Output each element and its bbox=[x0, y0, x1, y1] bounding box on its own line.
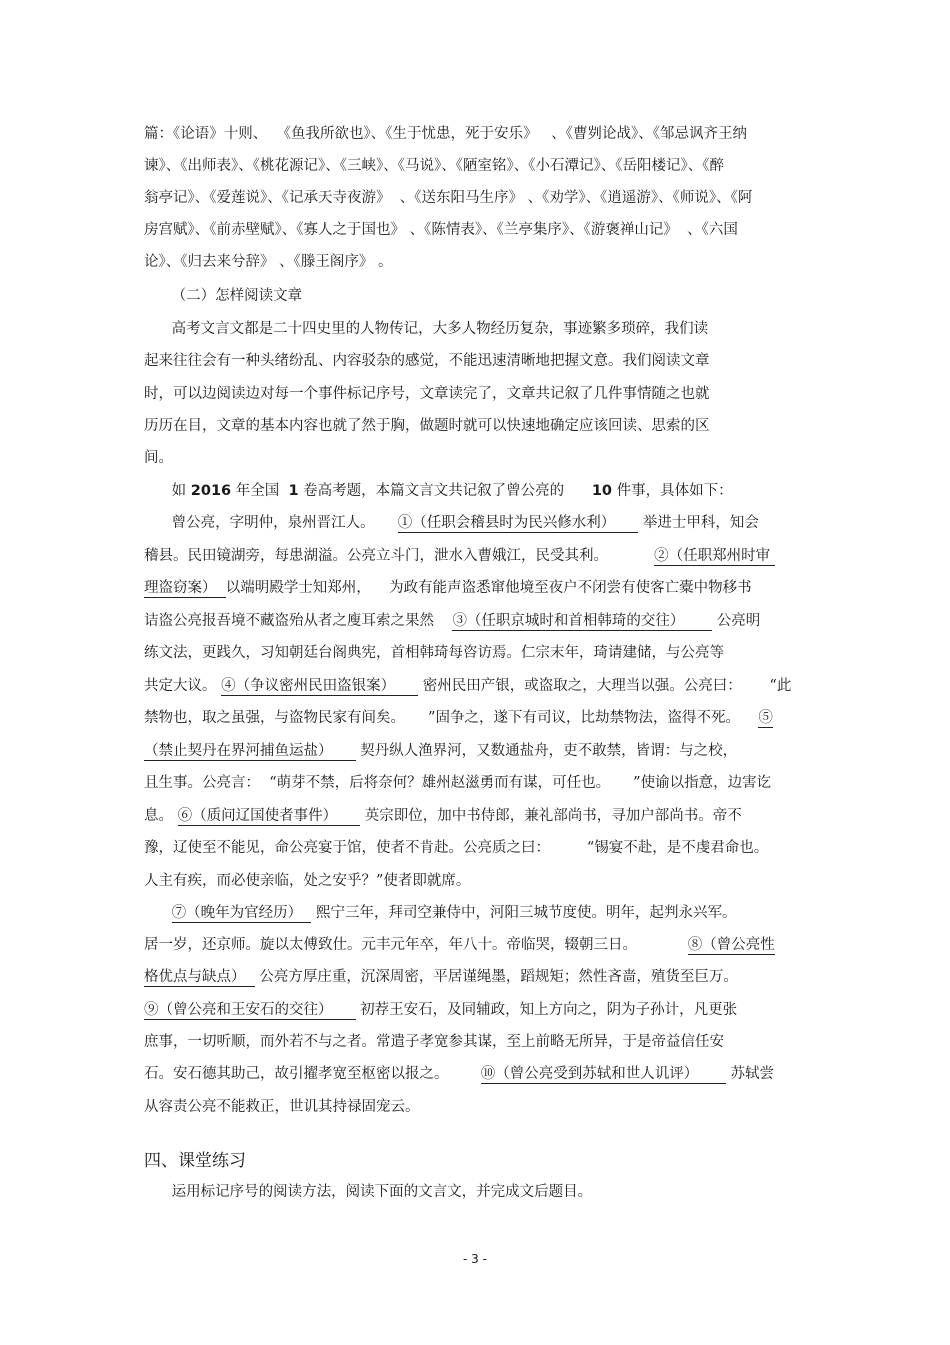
text-segment: 息。 bbox=[144, 808, 178, 824]
text-line bbox=[144, 319, 708, 339]
text-line bbox=[144, 871, 470, 891]
text-line bbox=[144, 124, 747, 144]
text-segment: 曾公亮，字明仲，泉州晋江人。 bbox=[144, 515, 398, 531]
text-segment: 举进士甲科，知会 bbox=[638, 515, 759, 531]
text-segment: 谏》、《出师表》、《桃花源记》、《三峡》、《马说》、《陋室铭》、《小石潭记》、《岳阳楼记》、《醉 bbox=[144, 158, 724, 174]
event-annotation: ①（任职会稽县时为民兴修水利） bbox=[397, 515, 639, 531]
text-segment: 禁物也，取之虽强，与盗物民家有间矣。 ”固争之，遂下有司议，比劫禁物法，盗得不死。 bbox=[144, 710, 759, 726]
text-line bbox=[144, 708, 773, 728]
text-line bbox=[144, 384, 710, 404]
text-segment: 起来往往会有一种头绪纷乱、内容驳杂的感觉，不能迅速清晰地把握文意。我们阅读文章 bbox=[144, 353, 710, 369]
section-heading: 四、课堂练习 bbox=[144, 1151, 246, 1171]
text-line bbox=[144, 1064, 774, 1084]
text-segment: 如 bbox=[144, 483, 191, 499]
text-segment: 庶事，一切听顺，而外若不与之者。常遣子孝宽参其谋，至上前略无所异，于是帝益信任安 bbox=[144, 1034, 724, 1050]
text-segment: 公亮方厚庄重，沉深周密，平居谨绳墨，蹈规矩；然性吝啬，殖货至巨万。 bbox=[254, 969, 738, 985]
text-segment: （二）怎样阅读文章 bbox=[144, 288, 303, 304]
text-line bbox=[144, 1032, 724, 1052]
text-segment: 从容责公亮不能救正，世讥其持禄固宠云。 bbox=[144, 1099, 420, 1115]
text-line bbox=[144, 546, 775, 566]
text-segment: 房宫赋》、《前赤壁赋》、《寡人之于国也》 、《陈情表》、《兰亭集序》、《游褒禅山记》 、《六国 bbox=[144, 222, 738, 238]
text-segment: 间。 bbox=[144, 450, 173, 466]
text-segment: 年全国 bbox=[231, 483, 289, 499]
event-annotation: ⑩（曾公亮受到苏轼和世人讥评） bbox=[480, 1066, 726, 1082]
text-line bbox=[144, 773, 771, 793]
text-line bbox=[144, 351, 710, 371]
page-number: - 3 - bbox=[463, 1252, 487, 1266]
text-segment: 且生事。公亮言： “萌芽不禁，后将奈何？雄州赵滋勇而有谋，可任也。 ”使谕以指意，边害讫 bbox=[144, 775, 772, 791]
text-line bbox=[144, 676, 791, 696]
text-segment: 时，可以边阅读边对每一个事件标记序号，文章读完了，文章共记叙了几件事情随之也就 bbox=[144, 386, 710, 402]
event-annotation: 格优点与缺点） bbox=[144, 969, 255, 985]
exercise-instruction: 运用标记序号的阅读方法，阅读下面的文言文，并完成文后题目。 bbox=[144, 1184, 593, 1200]
text-line bbox=[144, 448, 173, 468]
text-line bbox=[144, 838, 768, 858]
text-line bbox=[144, 967, 738, 987]
event-annotation: ③（任职京城时和首相韩琦的交往） bbox=[452, 613, 713, 629]
text-line bbox=[144, 252, 392, 272]
text-segment: 共定大议。 bbox=[144, 678, 222, 694]
bold-number: 1 bbox=[288, 483, 299, 499]
text-line bbox=[144, 220, 738, 240]
text-line bbox=[144, 611, 760, 631]
text-segment: 件事，具体如下： bbox=[612, 483, 733, 499]
text-line bbox=[144, 156, 724, 176]
text-segment: 契丹纵人渔界河，又数通盐舟，吏不敢禁，皆谓：与之校， bbox=[355, 743, 738, 759]
text-segment: 熙宁三年，拜司空兼侍中，河阳三城节度使。明年，起判永兴军。 bbox=[311, 905, 737, 921]
event-annotation: ⑦（晚年为官经历） bbox=[171, 905, 312, 921]
text-line bbox=[144, 481, 733, 501]
event-annotation: ⑨（曾公亮和王安石的交往） bbox=[144, 1002, 356, 1018]
text-segment: 居一岁，还京师。旋以太傅致仕。元丰元年卒，年八十。帝临哭，辍朝三日。 bbox=[144, 937, 688, 953]
bold-number: 2016 bbox=[190, 483, 232, 499]
text-segment bbox=[144, 905, 172, 921]
text-segment: 历历在目，文章的基本内容也就了然于胸，做题时就可以快速地确定应该回读、思索的区 bbox=[144, 418, 710, 434]
text-segment: 卷高考题，本篇文言文共记叙了曾公亮的 bbox=[298, 483, 592, 499]
bold-number: 10 bbox=[591, 483, 612, 499]
event-annotation: 理盗窃案） bbox=[144, 580, 226, 596]
text-line bbox=[144, 513, 759, 533]
text-line bbox=[144, 903, 736, 923]
text-segment: 练文法，更践久，习知朝廷台阁典宪，首相韩琦每咨访焉。仁宗末年，琦请建储，与公亮等 bbox=[144, 645, 724, 661]
text-segment: 豫，辽使至不能见，命公亮宴于馆，使者不肯赴。公亮质之曰： “锡宴不赴，是不虔君命也。 bbox=[144, 840, 769, 856]
text-segment: 以端明殿学士知郑州， 为政有能声盗悉窜他境至夜户不闭尝有使客亡橐中物移书 bbox=[225, 580, 752, 596]
text-line bbox=[144, 188, 752, 208]
text-segment: 高考文言文都是二十四史里的人物传记，大多人物经历复杂，事迹繁多琐碎，我们读 bbox=[144, 321, 709, 337]
text-segment: 公亮明 bbox=[712, 613, 761, 629]
text-line bbox=[144, 935, 775, 955]
text-segment: 苏轼尝 bbox=[725, 1066, 775, 1082]
event-annotation: ②（任职郑州时审 bbox=[654, 548, 775, 564]
text-segment: 英宗即位，加中书侍郎，兼礼部尚书，寻加户部尚书。帝不 bbox=[360, 808, 742, 824]
text-segment: 论》、《归去来兮辞》 、《滕王阁序》 。 bbox=[144, 254, 393, 270]
text-segment: 篇：《论语》十则、 《鱼我所欲也》、《生于忧患，死于安乐》 、《曹刿论战》、《邹忌讽齐王纳 bbox=[144, 126, 748, 142]
text-line bbox=[144, 416, 710, 436]
event-annotation: ⑥（质问辽国使者事件） bbox=[177, 808, 361, 824]
event-annotation: ④（争议密州民田盗银案） bbox=[221, 678, 419, 694]
event-annotation: （禁止契丹在界河捕鱼运盐） bbox=[144, 743, 356, 759]
text-line bbox=[144, 643, 724, 663]
text-segment: 初荐王安石，及同辅政，知上方向之，阴为子孙计，凡更张 bbox=[355, 1002, 738, 1018]
text-segment: 稽县。民田镜湖旁，每患湖溢。公亮立斗门，泄水入曹娥江，民受其利。 bbox=[144, 548, 655, 564]
text-line bbox=[144, 286, 302, 306]
text-segment: 石。安石德其助己，故引擢孝宽至枢密以报之。 bbox=[144, 1066, 481, 1082]
event-annotation: ⑧（曾公亮性 bbox=[687, 937, 775, 953]
text-segment: 翁亭记》、《爱莲说》、《记承天寺夜游》 、《送东阳马生序》 、《劝学》、《逍遥游》、《师说》、《阿 bbox=[144, 190, 753, 206]
text-line bbox=[144, 578, 752, 598]
text-line bbox=[144, 806, 742, 826]
text-line bbox=[144, 1000, 737, 1020]
text-line bbox=[144, 741, 737, 761]
text-segment: 诘盗公亮报吾境不藏盗殆从者之廋耳索之果然 bbox=[144, 613, 453, 629]
text-line bbox=[144, 1097, 420, 1117]
event-annotation: ⑤ bbox=[758, 710, 773, 726]
text-segment: 密州民田产银，或盗取之，大理当以强。公亮曰： “此 bbox=[418, 678, 792, 694]
text-segment: 人主有疾，而必使亲临，处之安乎？”使者即就席。 bbox=[144, 873, 471, 889]
